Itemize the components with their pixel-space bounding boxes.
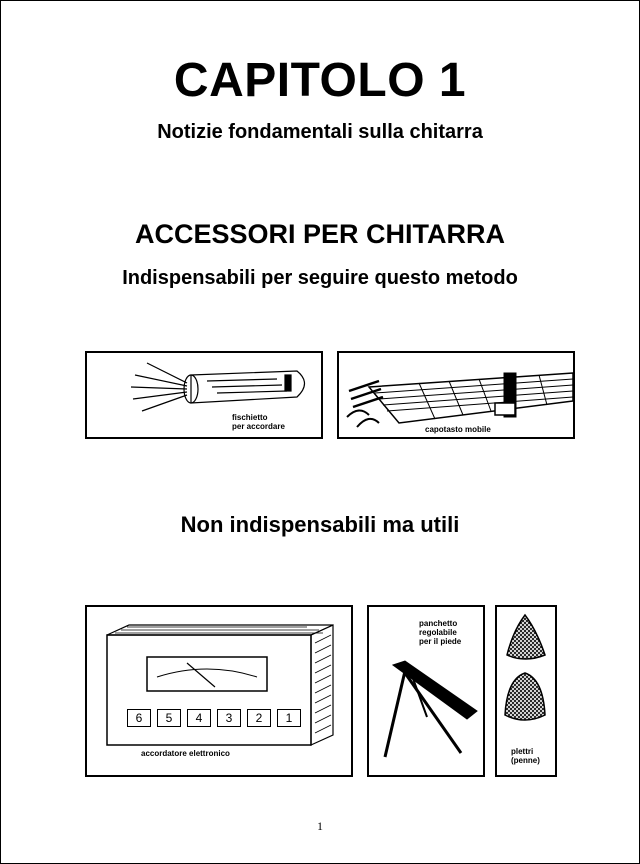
footstool-label-line3: per il piede bbox=[419, 637, 462, 646]
section-subtitle: Indispensabili per seguire questo metodo bbox=[122, 267, 518, 289]
tuner-string-button: 4 bbox=[187, 709, 211, 727]
tuner-string-button: 5 bbox=[157, 709, 181, 727]
tuning-whistle-panel bbox=[85, 351, 323, 439]
capo-panel bbox=[337, 351, 575, 439]
tuner-string-button: 2 bbox=[247, 709, 271, 727]
tuner-string-button: 6 bbox=[127, 709, 151, 727]
tuner-string-button: 1 bbox=[277, 709, 301, 727]
page-number: 1 bbox=[317, 819, 323, 833]
picks-panel bbox=[495, 605, 557, 777]
tuner-string-buttons bbox=[127, 709, 301, 727]
footstool-panel bbox=[367, 605, 485, 777]
tuner-string-button: 3 bbox=[217, 709, 241, 727]
whistle-label-line1: fischietto bbox=[232, 413, 268, 422]
tuning-whistle-illustration bbox=[87, 353, 321, 437]
footstool-label-line1: panchetto bbox=[419, 619, 458, 628]
optional-heading: Non indispensabili ma utili bbox=[180, 512, 460, 537]
chapter-title: CAPITOLO 1 bbox=[173, 54, 467, 107]
tuner-label: accordatore elettronico bbox=[141, 749, 230, 758]
whistle-label-line2: per accordare bbox=[232, 422, 285, 431]
section-title: ACCESSORI PER CHITARRA bbox=[134, 219, 506, 249]
electronic-tuner-panel bbox=[85, 605, 353, 777]
picks-label-line1: plettri bbox=[511, 747, 534, 756]
picks-label-line2: (penne) bbox=[511, 756, 540, 765]
footstool-label-line2: regolabile bbox=[419, 628, 457, 637]
capo-label: capotasto mobile bbox=[425, 425, 491, 434]
chapter-subtitle: Notizie fondamentali sulla chitarra bbox=[157, 121, 483, 143]
